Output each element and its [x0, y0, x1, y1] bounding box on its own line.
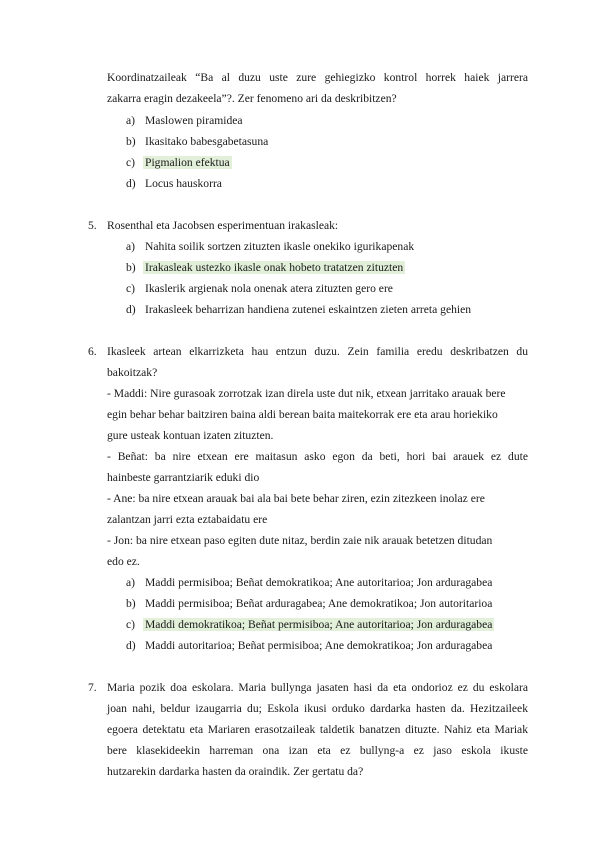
q7-stem-line-2: joan nahi, beldur izaugarria du; Eskola ikusi orduko dardarka hasten da. Hezitzaileek [107, 702, 528, 715]
q5-option-b-letter: b) [126, 261, 136, 274]
q5-option-a[interactable]: Nahita soilik sortzen zituzten ikasle onekiko igurikapenak [145, 240, 415, 253]
q6-stem-line-6: - Beñat: ba nire etxean ere maitasun asko egon da beti, hori bai arauek ez dute [107, 450, 528, 463]
q4-option-b[interactable]: Ikasitako babesgabetasuna [145, 135, 269, 148]
q5-option-b[interactable] [145, 258, 405, 278]
q5-option-d[interactable]: Irakasleek beharrizan handiena zutenei eskaintzen zieten arreta gehien [145, 303, 472, 316]
q6-option-c-highlight: Maddi demokratikoa; Beñat permisiboa; Ane autoritarioa; Jon arduragabea [145, 618, 493, 631]
q5-option-b-highlight: Irakasleak ustezko ikasle onak hobeto tratatzen zituzten [145, 261, 404, 274]
q5-option-c[interactable]: Ikaslerik argienak nola onenak atera zituzten gero ere [145, 282, 393, 295]
q6-stem-line-11: edo ez. [107, 555, 140, 568]
q6-option-d[interactable]: Maddi autoritarioa; Beñat permisiboa; Ane demokratikoa; Jon arduragabea [145, 639, 493, 652]
q7-stem-line-1: Maria pozik doa eskolara. Maria bullynga jasaten hasi da eta ondorioz ez du eskolara [107, 681, 528, 694]
q6-option-c[interactable] [145, 615, 494, 635]
q7-stem-line-4: bere klasekideekin harreman ona izan eta ez bullyng-a ez jaso eskola ikuste [107, 744, 528, 757]
q6-option-b[interactable]: Maddi permisiboa; Beñat arduragabea; Ane demokratikoa; Jon autoritarioa [145, 597, 493, 610]
q6-stem-line-10: - Jon: ba nire etxean paso egiten dute nitaz, berdin zaie nik arauak betetzen ditudan [107, 534, 493, 547]
q4-option-a[interactable]: Maslowen piramidea [145, 114, 243, 127]
q5-option-d-letter: d) [126, 303, 136, 316]
q5-option-a-letter: a) [126, 240, 136, 253]
q6-option-c-letter: c) [126, 618, 136, 631]
q6-stem-line-7: hainbeste garrantziarik eduki dio [107, 471, 260, 484]
q5-number: 5. [88, 219, 97, 232]
q4-option-c-highlight: Pigmalion efektua [145, 156, 230, 169]
q6-stem-line-4: egin behar behar baitziren baina aldi berean baita maitekorrak ere eta arau horiekiko [107, 408, 498, 421]
q6-stem-line-1: Ikasleek artean elkarrizketa hau entzun duzu. Zein familia eredu deskribatzen du [107, 345, 528, 358]
q4-option-c[interactable] [145, 153, 232, 173]
q4-option-d[interactable]: Locus hauskorra [145, 177, 222, 190]
q6-stem-line-8: - Ane: ba nire etxean arauak bai ala bai bete behar ziren, ezin zitezkeen inolaz ere [107, 492, 485, 505]
q6-option-d-letter: d) [126, 639, 136, 652]
q6-stem-line-2: bakoitzak? [107, 366, 158, 379]
q6-option-b-letter: b) [126, 597, 136, 610]
q4-stem-line-2: zakarra eragin dezakeela”?. Zer fenomeno ari da deskribitzen? [107, 92, 397, 105]
q6-stem-line-3: - Maddi: Nire gurasoak zorrotzak izan direla uste dut nik, etxean jarritako arauak bere [107, 387, 506, 400]
q4-stem-line-1: Koordinatzaileak “Ba al duzu uste zure gehiegizko kontrol horrek haiek jarrera [107, 71, 528, 84]
q7-stem-line-5: hutzarekin dardarka hasten da oraindik. Zer gertatu da? [107, 765, 364, 778]
q6-stem-line-5: gure usteak kontuan izaten zituzten. [107, 429, 274, 442]
q6-option-a-letter: a) [126, 576, 136, 589]
q7-number: 7. [88, 681, 97, 694]
q6-stem-line-9: zalantzan jarri ezta eztabaidatu ere [107, 513, 268, 526]
q4-option-a-letter: a) [126, 114, 136, 127]
q5-option-c-letter: c) [126, 282, 136, 295]
q4-option-c-letter: c) [126, 156, 136, 169]
q5-stem: Rosenthal eta Jacobsen esperimentuan irakasleak: [107, 219, 339, 232]
q4-option-d-letter: d) [126, 177, 136, 190]
q4-option-b-letter: b) [126, 135, 136, 148]
q7-stem-line-3: egoera detektatu eta Mariaren erasotzaileak taldetik banatzen dituzte. Nahiz eta Mariak [107, 723, 528, 736]
q6-number: 6. [88, 345, 97, 358]
q6-option-a[interactable]: Maddi permisiboa; Beñat demokratikoa; Ane autoritarioa; Jon arduragabea [145, 576, 493, 589]
